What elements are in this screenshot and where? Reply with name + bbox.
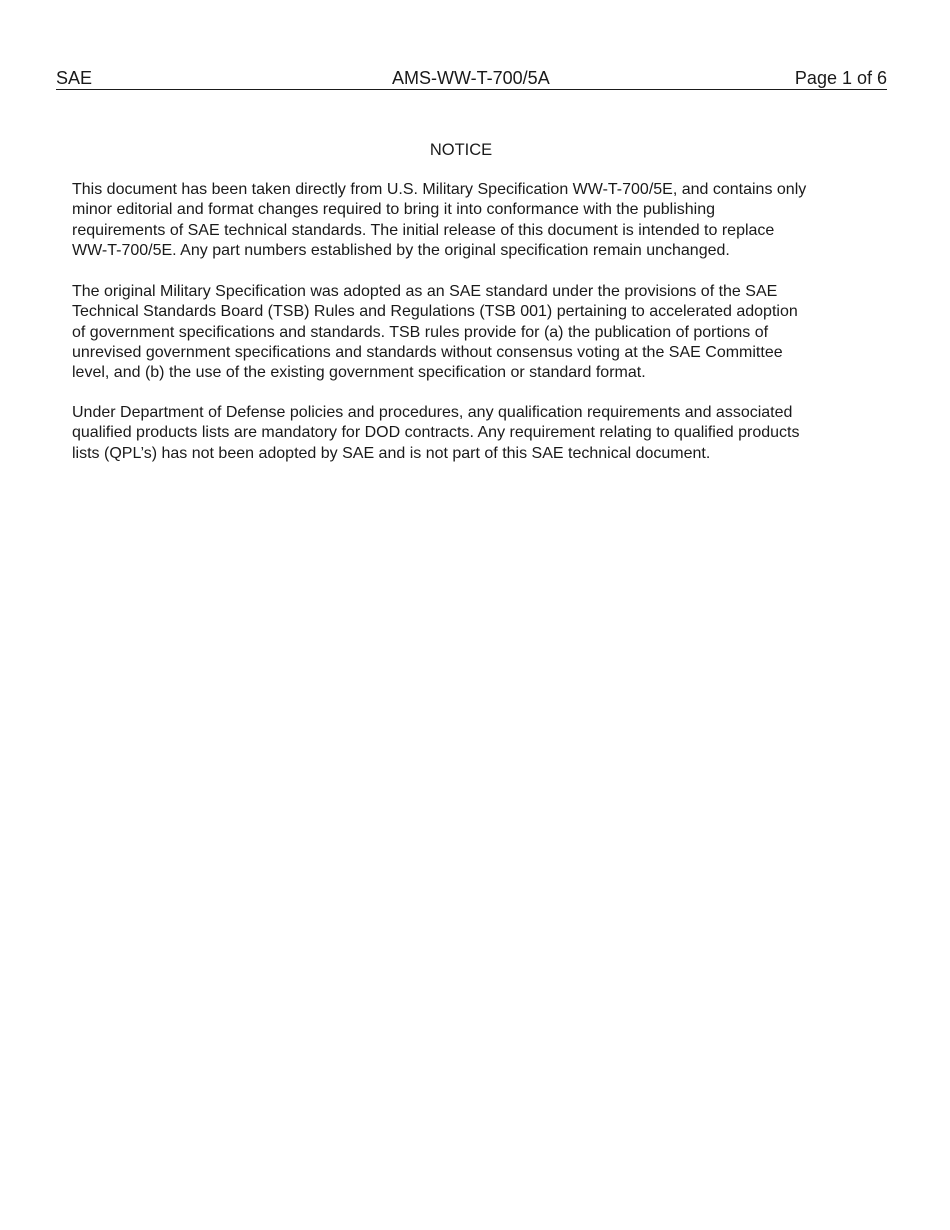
notice-title: NOTICE [429,141,493,159]
paragraph-line: Under Department of Defense policies and procedures, any qualification requirements and associated [72,404,793,421]
notice-paragraph-1 [72,180,862,261]
paragraph-line: qualified products lists are mandatory for DOD contracts. Any requirement relating to qualified products [72,424,800,442]
paragraph-line: requirements of SAE technical standards. The initial release of this document is intended to replace [72,221,775,239]
header-page-number: Page 1 of 6 [794,68,887,88]
header-document-number: AMS-WW-T-700/5A [392,68,550,88]
notice-paragraph-3 [72,403,862,464]
page-header [56,67,887,90]
notice-paragraph-2 [72,282,862,383]
paragraph-line: of government specifications and standards. TSB rules provide for (a) the publication of portions of [72,323,769,341]
paragraph-line: lists (QPL’s) has not been adopted by SAE and is not part of this SAE technical document. [72,444,711,462]
paragraph-line: minor editorial and format changes required to bring it into conformance with the publishing [72,201,716,219]
paragraph-line: unrevised government specifications and standards without consensus voting at the SAE Committee [72,343,783,361]
paragraph-line: The original Military Specification was adopted as an SAE standard under the provisions of the SAE [72,283,778,300]
paragraph-line: Technical Standards Board (TSB) Rules and Regulations (TSB 001) pertaining to accelerated adoption [72,303,798,321]
header-organization: SAE [56,68,93,88]
paragraph-line: This document has been taken directly from U.S. Military Specification WW-T-700/5E, and contains only [72,181,807,198]
paragraph-line: WW-T-700/5E. Any part numbers established by the original specification remain unchanged. [72,241,730,259]
paragraph-line: level, and (b) the use of the existing government specification or standard format. [72,364,646,382]
